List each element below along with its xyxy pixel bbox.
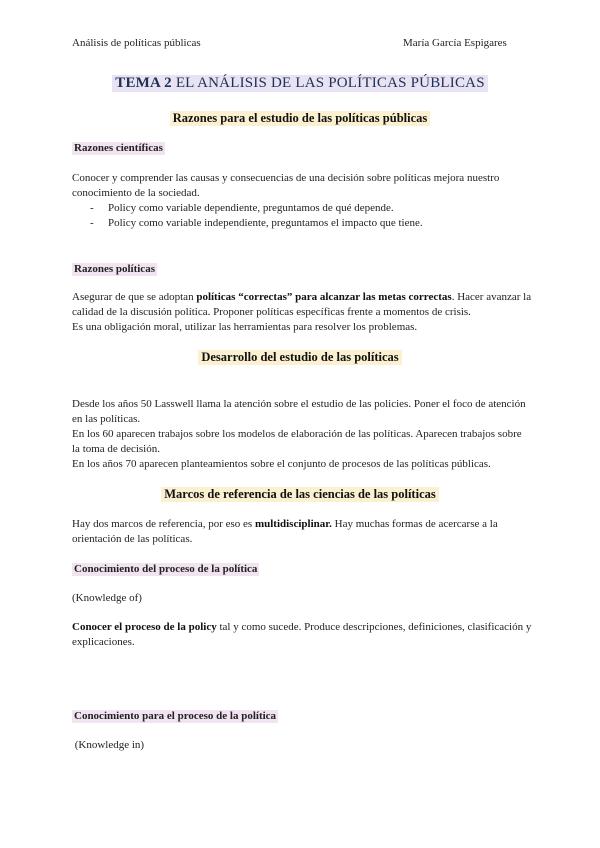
- section1-sub2-heading: Razones políticas: [74, 263, 155, 275]
- paragraph-line: Desde los años 50 Lasswell llama la atención sobre el estudio de las policies. Poner el foco de atención en las políticas.: [72, 398, 526, 425]
- section3-heading: Marcos de referencia de las ciencias de las políticas: [161, 487, 438, 502]
- section3-sub1-heading: Conocimiento del proceso de la política: [74, 563, 258, 575]
- section3-sub1-text: Conocer el proceso de la policy tal y como sucede. Produce descripciones, definiciones, clasificación y explicaciones.: [72, 621, 532, 648]
- bold-phrase: Conocer el proceso de la policy: [72, 621, 217, 633]
- section3-heading-wrap: [0, 485, 600, 503]
- paragraph-line: En los años 70 aparecen planteamientos sobre el conjunto de procesos de las políticas públicas.: [72, 458, 491, 470]
- section1-heading-wrap: [0, 109, 600, 127]
- section2-heading-wrap: [0, 348, 600, 366]
- title-prefix: TEMA 2: [115, 75, 176, 91]
- section1-heading: Razones para el estudio de las políticas públicas: [170, 111, 431, 126]
- section1-sub1-heading: Razones científicas: [74, 142, 163, 154]
- section3-sub1-note: (Knowledge of): [72, 592, 142, 604]
- section2-text: [72, 397, 532, 472]
- section2-heading: Desarrollo del estudio de las políticas: [198, 350, 401, 365]
- section3-intro: Hay dos marcos de referencia, por eso es multidisciplinar. Hay muchas formas de acercarse a la orientación de las políticas.: [72, 518, 498, 545]
- document-title: [0, 74, 600, 92]
- header-author: María García Espigares: [403, 37, 507, 49]
- paragraph-line: En los 60 aparecen trabajos sobre los modelos de elaboración de las políticas. Aparecen trabajos sobre la toma de decisión.: [72, 428, 522, 455]
- list-item: - Policy como variable independiente, preguntamos el impacto que tiene.: [72, 216, 423, 231]
- section1-sub2-text: Asegurar de que se adoptan políticas “correctas” para alcanzar las metas correctas. Hacer avanzar la calidad de la discusión política. Proponer políticas específicas frente a momentos de crisis. Es una obligación moral, utilizar las herramientas para resolver los problemas.: [72, 291, 532, 333]
- section1-sub1-text: Conocer y comprender las causas y consecuencias de una decisión sobre políticas mejora nuestro conocimiento de la sociedad.: [72, 172, 500, 199]
- bold-term: multidisciplinar.: [254, 518, 332, 530]
- section1-bullet-list: [72, 201, 423, 231]
- section3-sub2-note: (Knowledge in): [72, 739, 145, 751]
- list-item: - Policy como variable dependiente, preguntamos de qué depende.: [72, 201, 423, 216]
- bold-phrase: políticas “correctas” para alcanzar las metas correctas: [196, 291, 452, 303]
- header-course-title: Análisis de políticas públicas: [72, 37, 201, 49]
- title-main: EL ANÁLISIS DE LAS POLÍTICAS PÚBLICAS: [175, 75, 485, 91]
- section3-sub2-heading: Conocimiento para el proceso de la política: [74, 710, 277, 722]
